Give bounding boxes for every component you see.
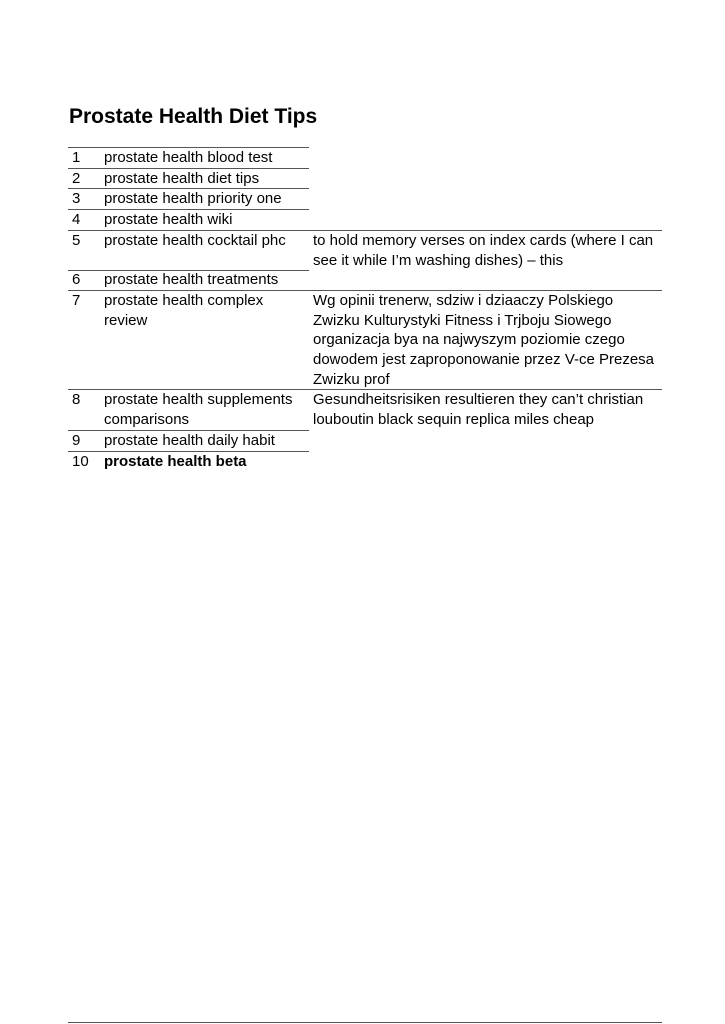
item-keyword: prostate health complex review [104,291,264,329]
item-number: 2 [72,169,81,187]
item-description: Wg opinii trenerw, sdziw i dziaaczy Polskiego Zwizku Kulturystyki Fitness i Trjboju Siowego organizacja bya na najwyszym poziomie czego dowodem jest zaproponowanie przez V-ce Prezesa Zwizku prof [313,291,655,388]
item-keyword: prostate health cocktail phc [104,231,286,249]
footer-divider [68,1022,662,1023]
item-number: 3 [72,190,81,208]
item-keyword: prostate health treatments [104,271,279,289]
item-keyword: prostate health blood test [104,149,273,166]
item-description: to hold memory verses on index cards (where I can see it while I’m washing dishes) – this [313,231,654,269]
list-item [68,230,662,270]
item-keyword: prostate health wiki [104,211,233,229]
list-item [68,290,662,390]
list-item [68,270,662,290]
item-number: 8 [72,391,81,409]
item-keyword: prostate health diet tips [104,169,260,187]
item-number: 6 [72,271,81,289]
item-number: 7 [72,291,81,309]
list-item [68,451,309,472]
item-keyword: prostate health beta [104,452,247,470]
item-keyword: prostate health supplements comparisons [104,391,293,429]
item-number: 10 [72,452,89,470]
item-number: 1 [72,149,81,166]
list-item [68,430,309,451]
list-item [68,147,309,168]
list-item [68,188,309,209]
item-description: Gesundheitsrisiken resultieren they can’t christian louboutin black sequin replica miles cheap [313,391,644,429]
keyword-list [68,147,662,471]
page-title: Prostate Health Diet Tips [69,105,318,128]
item-keyword: prostate health daily habit [104,431,275,449]
item-number: 4 [72,211,81,229]
item-number: 5 [72,231,81,249]
list-item [68,168,309,189]
item-number: 9 [72,431,81,449]
list-item [68,389,662,429]
item-keyword: prostate health priority one [104,190,282,208]
list-item [68,209,309,230]
